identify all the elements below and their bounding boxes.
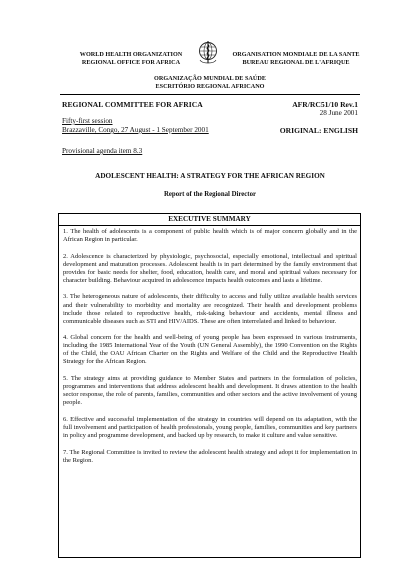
document-subtitle: Report of the Regional Director <box>164 191 256 198</box>
session-location: Brazzaville, Congo, 27 August - 1 September 2001 <box>62 126 209 134</box>
org-name-line: WORLD HEALTH ORGANIZATION <box>79 51 183 58</box>
org-name-line: ORGANISATION MONDIALE DE LA SANTE <box>232 51 360 58</box>
original-language: ORIGINAL: ENGLISH <box>279 126 358 135</box>
summary-paragraph: 2. Adolescence is characterized by physiologic, psychosocial, especially emotional, intellectual and spiritual development and maturation processes. Adolescent health is in part determined by the family environment that provides for basic needs for shelter, food, education, health care, and moral and spiritual values necessary for character building. Behaviour acquired in adolescence impacts health outcomes and lasts a lifetime. <box>63 252 357 284</box>
org-name-line: ORGANIZAÇÃO MUNDIAL DE SAÚDE <box>154 75 266 82</box>
org-name-english <box>66 51 196 66</box>
header-divider <box>60 94 360 95</box>
agenda-item: Provisional agenda item 8.3 <box>62 147 143 155</box>
summary-paragraph: 3. The heterogeneous nature of adolescents, their difficulty to access and fully utilize available health services and their vulnerability to morbidity and mortality are recognized. Their health and development problems include those related to reproductive health, risk-taking behaviour and accidents, mental illness and communicable diseases such as STI and HIV/AIDS. These are often interrelated and linked to behaviour. <box>63 293 357 325</box>
org-name-french <box>226 51 366 66</box>
org-office-line: ESCRITÓRIO REGIONAL AFRICANO <box>155 82 265 90</box>
summary-paragraph: 7. The Regional Committee is invited to review the adolescent health strategy and adopt it for implementation in the Region. <box>63 448 357 464</box>
summary-paragraph: 4. Global concern for the health and well-being of young people has been expressed in various instruments, including the 1985 International Year of the Youth (UN General Assembly), the 1990 Convention on the Rights of the Child, the OAU African Charter on the Rights and Welfare of the Child and the Reproductive Health Strategy for the African Region. <box>63 334 357 366</box>
executive-summary-box <box>58 213 361 558</box>
executive-summary-heading: EXECUTIVE SUMMARY <box>59 214 360 226</box>
document-reference: AFR/RC51/10 Rev.1 <box>292 100 358 109</box>
org-office-line: BUREAU REGIONAL DE L'AFRIQUE <box>242 58 350 66</box>
session-number: Fifty-first session <box>62 117 113 125</box>
summary-paragraph: 5. The strategy aims at providing guidance to Member States and partners in the formulation of policies, programmes and interventions that address adolescent health and development. It draws attention to the health sector response, the role of parents, families, communities and other sectors and the active involvement of young people. <box>63 375 357 407</box>
document-date: 28 June 2001 <box>319 109 358 117</box>
org-office-line: REGIONAL OFFICE FOR AFRICA <box>81 58 181 66</box>
executive-summary-body <box>63 228 357 473</box>
org-name-portuguese <box>140 75 280 90</box>
document-title: ADOLESCENT HEALTH: A STRATEGY FOR THE AFRICAN REGION <box>95 172 325 180</box>
summary-paragraph: 1. The health of adolescents is a component of public health which is of major concern globally and in the African Region in particular. <box>63 228 357 244</box>
committee-name: REGIONAL COMMITTEE FOR AFRICA <box>62 100 203 109</box>
session-info <box>62 117 209 135</box>
summary-paragraph: 6. Effective and successful implementation of the strategy in countries will depend on its adaptation, with the full involvement and participation of health professionals, young people, families, communities and key partners in policy and programme development, and backed up by research, to make it culture and value sensitive. <box>63 415 357 439</box>
who-emblem-icon <box>196 40 220 66</box>
